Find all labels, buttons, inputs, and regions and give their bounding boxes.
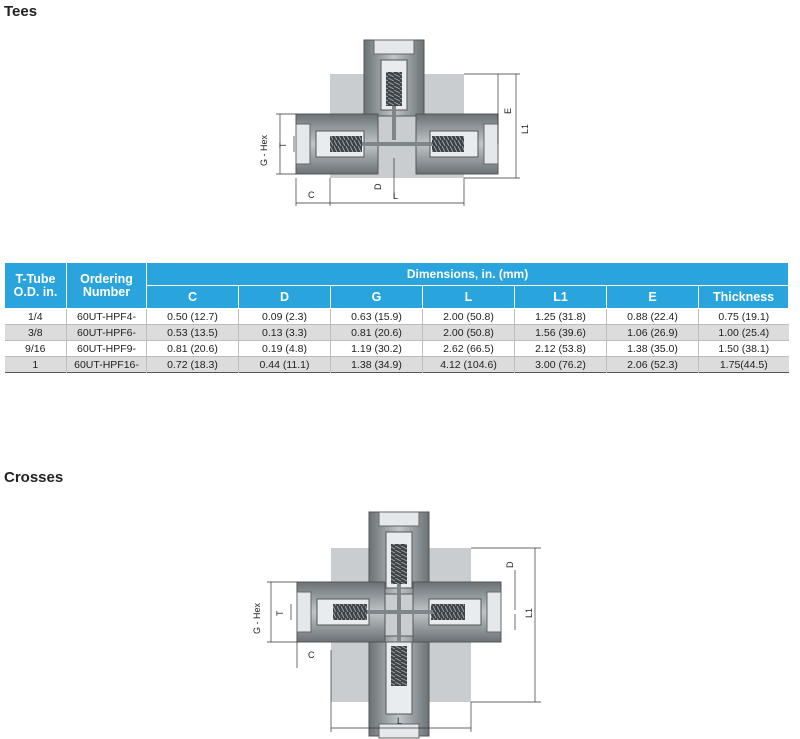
table-row xyxy=(5,357,789,373)
cell-thickness: 1.00 (25.4) xyxy=(699,325,789,341)
cell-e: 0.88 (22.4) xyxy=(607,309,699,325)
cell-tube: 3/8 xyxy=(5,325,67,341)
cell-l: 2.00 (50.8) xyxy=(423,309,515,325)
cross-g-hex-label: G - Hex xyxy=(252,602,262,634)
cell-c: 0.50 (12.7) xyxy=(147,309,239,325)
cell-c: 0.53 (13.5) xyxy=(147,325,239,341)
cell-c: 0.72 (18.3) xyxy=(147,357,239,373)
col-g: G xyxy=(331,286,423,309)
cell-thickness: 1.75(44.5) xyxy=(699,357,789,373)
cell-e: 2.06 (52.3) xyxy=(607,357,699,373)
cross-c-label: C xyxy=(308,650,315,660)
col-ordering-number: Ordering Number xyxy=(67,263,147,309)
cell-ordering: 60UT-HPF4- xyxy=(67,309,147,325)
tee-g-hex-label: G - Hex xyxy=(259,134,269,166)
cross-drawing xyxy=(245,510,545,739)
cell-l: 2.00 (50.8) xyxy=(423,325,515,341)
cell-tube: 9/16 xyxy=(5,341,67,357)
cell-d: 0.13 (3.3) xyxy=(239,325,331,341)
cross-t-label: T xyxy=(275,610,285,616)
tees-title: Tees xyxy=(4,3,38,20)
dimensions-table xyxy=(4,262,789,373)
col-c: C xyxy=(147,286,239,309)
cell-e: 1.38 (35.0) xyxy=(607,341,699,357)
table-row xyxy=(5,325,789,341)
col-l: L xyxy=(423,286,515,309)
cell-e: 1.06 (26.9) xyxy=(607,325,699,341)
col-tube-od: T-Tube O.D. in. xyxy=(5,263,67,309)
cell-thickness: 0.75 (19.1) xyxy=(699,309,789,325)
cell-g: 0.63 (15.9) xyxy=(331,309,423,325)
cell-d: 0.44 (11.1) xyxy=(239,357,331,373)
cell-thickness: 1.50 (38.1) xyxy=(699,341,789,357)
cell-d: 0.19 (4.8) xyxy=(239,341,331,357)
cell-l: 4.12 (104.6) xyxy=(423,357,515,373)
cross-l-label: L xyxy=(397,716,403,726)
cross-l1-label: L1 xyxy=(524,607,534,618)
tee-d-label: D xyxy=(373,183,383,190)
tee-t-label: T xyxy=(278,142,288,148)
col-thickness: Thickness xyxy=(699,286,789,309)
tee-c-label: C xyxy=(308,190,315,200)
cell-g: 1.38 (34.9) xyxy=(331,357,423,373)
cell-ordering: 60UT-HPF6- xyxy=(67,325,147,341)
cell-l1: 1.56 (39.6) xyxy=(515,325,607,341)
cell-l1: 3.00 (76.2) xyxy=(515,357,607,373)
cell-g: 0.81 (20.6) xyxy=(331,325,423,341)
col-d: D xyxy=(239,286,331,309)
cell-l: 2.62 (66.5) xyxy=(423,341,515,357)
cell-ordering: 60UT-HPF9- xyxy=(67,341,147,357)
cell-tube: 1/4 xyxy=(5,309,67,325)
cell-d: 0.09 (2.3) xyxy=(239,309,331,325)
col-l1: L1 xyxy=(515,286,607,309)
table-row xyxy=(5,341,789,357)
cell-ordering: 60UT-HPF16- xyxy=(67,357,147,373)
tee-e-label: E xyxy=(503,107,513,114)
table-row xyxy=(5,309,789,325)
cell-g: 1.19 (30.2) xyxy=(331,341,423,357)
tee-l1-label: L1 xyxy=(520,123,530,134)
tee-l-label: L xyxy=(393,191,399,201)
cell-tube: 1 xyxy=(5,357,67,373)
crosses-title: Crosses xyxy=(4,469,64,486)
tee-drawing xyxy=(250,38,540,210)
cell-l1: 1.25 (31.8) xyxy=(515,309,607,325)
col-e: E xyxy=(607,286,699,309)
cell-c: 0.81 (20.6) xyxy=(147,341,239,357)
dimensions-group-header: Dimensions, in. (mm) xyxy=(147,263,789,286)
cell-l1: 2.12 (53.8) xyxy=(515,341,607,357)
cross-d-label: D xyxy=(505,561,515,568)
